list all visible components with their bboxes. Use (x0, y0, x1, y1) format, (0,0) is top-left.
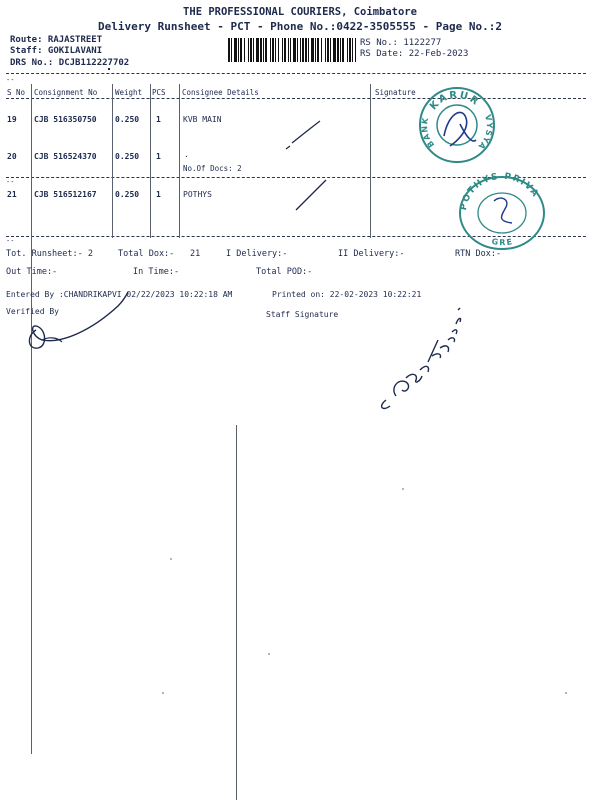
row-pcs: 1 (156, 115, 161, 124)
row-sno: 20 (7, 152, 17, 161)
in-time: In Time:- (133, 267, 180, 277)
row-consignment: CJB 516350750 (34, 115, 97, 124)
header-consignment: Consignment No (34, 88, 98, 97)
rs-number: RS No.: 1122277 (360, 38, 442, 48)
barcode (228, 38, 356, 62)
i-delivery: I Delivery:- (226, 249, 288, 259)
row-docs-count: No.Of Docs: 2 (183, 164, 242, 173)
row-consignee: . (184, 150, 189, 159)
row-pcs: 1 (156, 190, 161, 199)
row-weight: 0.250 (115, 115, 140, 124)
separator-line (6, 98, 586, 99)
column-divider (179, 84, 180, 238)
total-pod: Total POD:- (256, 267, 313, 277)
row-consignee: POTHYS (183, 190, 212, 199)
stamp-text-left: BANK (419, 116, 437, 150)
pothys-stamp (456, 171, 548, 251)
stamp-text-top: POTHYS PRIVA (458, 171, 541, 212)
header-signature: Signature (375, 88, 416, 97)
header-sno: S No (7, 88, 26, 97)
column-divider (31, 84, 32, 754)
staff-signature (372, 296, 472, 414)
separator-mark: -- (6, 237, 15, 245)
svg-text:POTHYS PRIVA (459, 172, 541, 211)
route-label: Route: RAJASTREET (10, 35, 103, 45)
row-weight: 0.250 (115, 190, 140, 199)
company-title: THE PROFESSIONAL COURIERS, Coimbatore (183, 6, 417, 18)
speck (162, 692, 164, 694)
verified-by: Verified By (6, 307, 59, 316)
header-consignee: Consignee Details (182, 88, 259, 97)
rtn-dox: RTN Dox:- (455, 249, 502, 259)
tick-mark (280, 115, 330, 155)
row-weight: 0.250 (115, 152, 140, 161)
separator-mark: -- (6, 178, 15, 186)
verifier-signature (22, 290, 140, 356)
speck (402, 488, 404, 490)
row-pcs: 1 (156, 152, 161, 161)
bank-stamp (416, 84, 498, 166)
rs-date: RS Date: 22-Feb-2023 (360, 49, 469, 59)
drs-number (10, 58, 129, 68)
ii-delivery: II Delivery:- (338, 249, 405, 259)
out-time: Out Time:- (6, 267, 58, 277)
row-sno: 21 (7, 190, 17, 199)
separator-mark: -- (6, 76, 15, 84)
separator-line (6, 73, 586, 74)
total-dox-label: Total Dox:- (118, 249, 175, 259)
tick-mark (290, 176, 335, 214)
speck (170, 558, 172, 560)
stamp-text-right: VYSYA (475, 113, 494, 152)
speck (565, 692, 567, 694)
svg-text:VYSYA (476, 114, 494, 152)
column-divider (236, 425, 237, 800)
staff-signature-label: Staff Signature (266, 310, 339, 319)
svg-text:GRE (491, 237, 514, 247)
drs-label: DRS No.: (10, 58, 54, 68)
speck (268, 653, 270, 655)
column-divider (112, 84, 113, 238)
printed-on: Printed on: 22-02-2023 10:22:21 (272, 290, 422, 299)
column-divider (150, 84, 151, 238)
staff-label: Staff: GOKILAVANI (10, 46, 103, 56)
ink-dot (108, 68, 110, 70)
drs-value: DCJB112227702 (58, 58, 130, 68)
header-weight: Weight (115, 88, 143, 97)
column-divider (370, 84, 371, 238)
row-sno: 19 (7, 115, 17, 124)
svg-text:BANK (420, 116, 436, 149)
row-consignment: CJB 516524370 (34, 152, 97, 161)
tot-runsheet: Tot. Runsheet:- 2 (6, 249, 93, 259)
stamp-text-bottom: GRE (490, 236, 515, 248)
header-pcs: PCS (152, 88, 166, 97)
runsheet-title: Delivery Runsheet - PCT - Phone No.:0422-3505555 - Page No.:2 (98, 20, 502, 33)
stamp-text-top: KARUR (428, 89, 482, 113)
total-dox-value: 21 (190, 249, 201, 259)
entered-by: Entered By :CHANDRIKAPVI 02/22/2023 10:22:18 AM (6, 290, 233, 299)
row-consignment: CJB 516512167 (34, 190, 97, 199)
row-consignee: KVB MAIN (183, 115, 222, 124)
